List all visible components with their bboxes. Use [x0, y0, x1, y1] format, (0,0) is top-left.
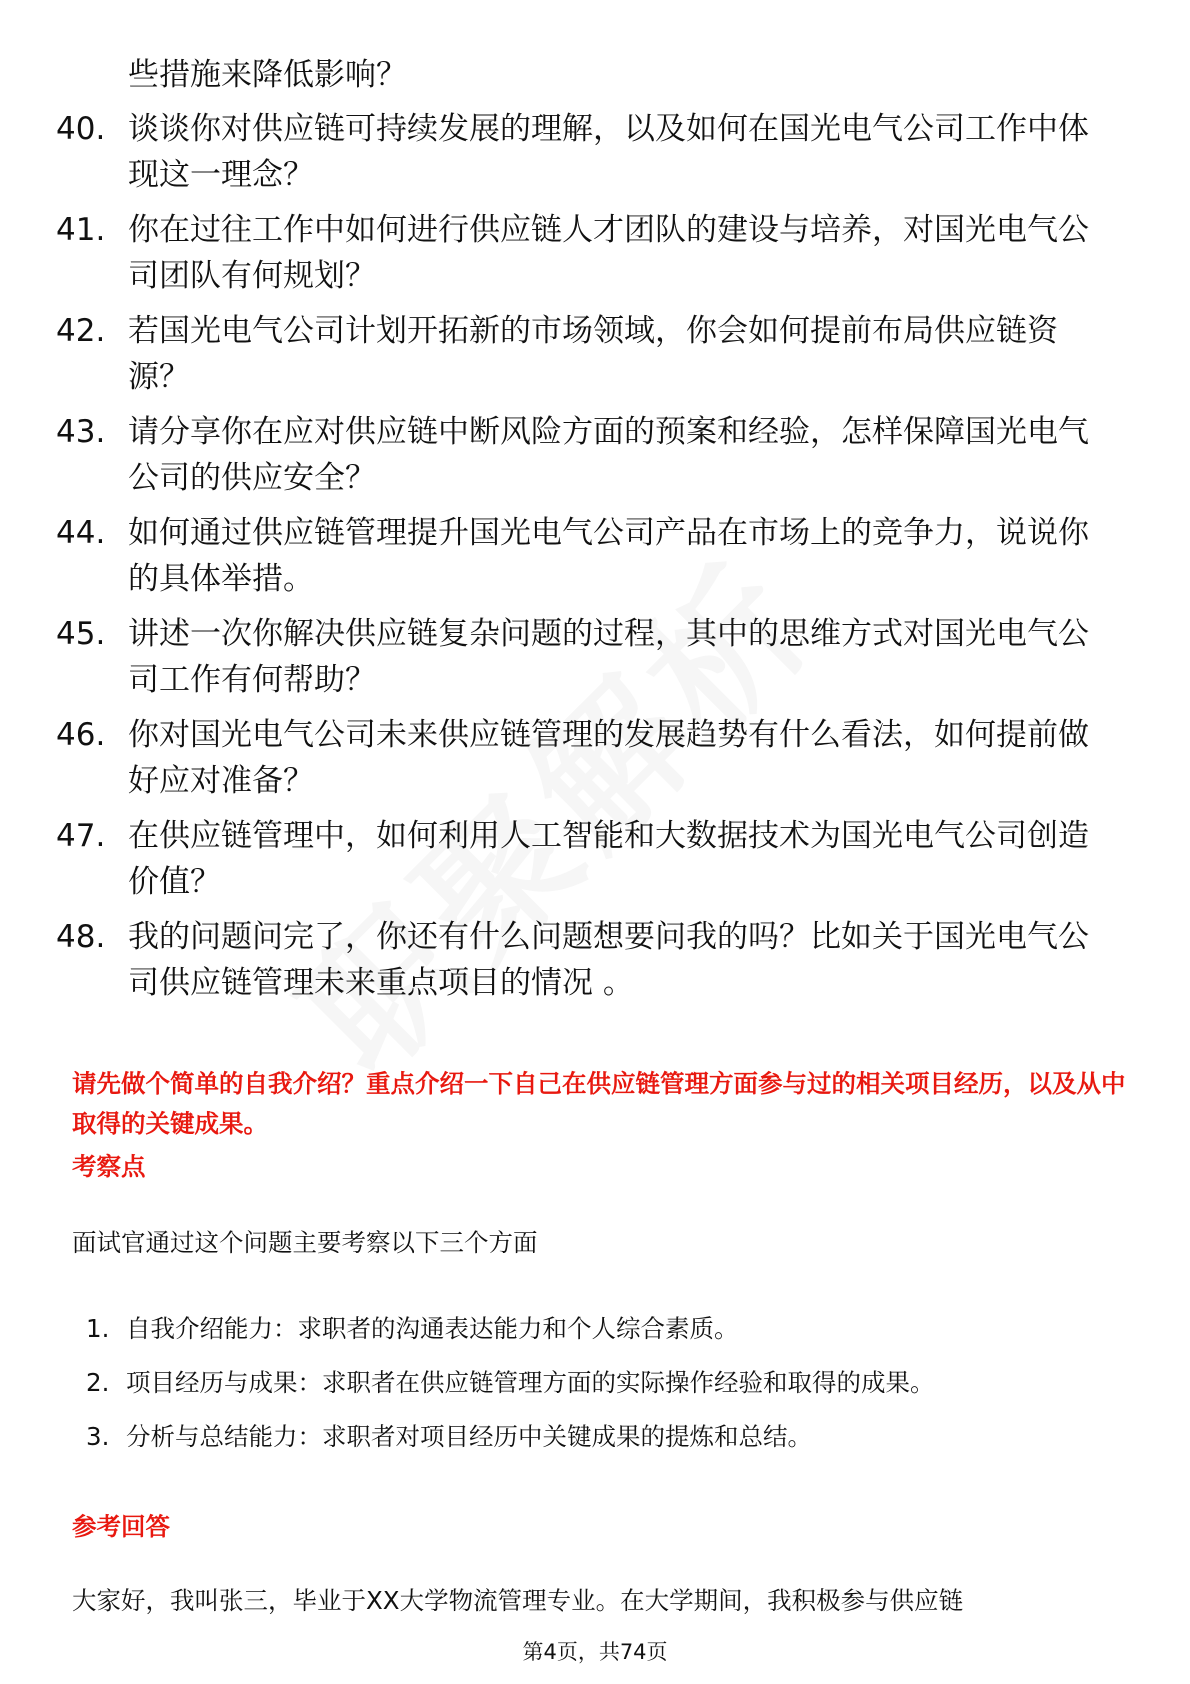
question-text: 我的问题问完了，你还有什么问题想要问我的吗？比如关于国光电气公司供应链管理未来重点项目的情况 。: [128, 919, 1089, 1001]
question-item-47: [0, 813, 1190, 913]
question-item-41: [0, 207, 1190, 307]
point-number: 1.: [86, 1314, 110, 1343]
page-number: 第4页，共74页: [522, 1640, 668, 1664]
question-number: 40.: [56, 111, 106, 147]
assessment-heading: 考察点: [72, 1152, 146, 1181]
question-number: 42.: [56, 313, 106, 349]
question-number: 45.: [56, 616, 106, 652]
question-continuation: 些措施来降低影响？: [128, 57, 407, 93]
question-text: 谈谈你对供应链可持续发展的理解，以及如何在国光电气公司工作中体现这一理念？: [128, 111, 1089, 193]
featured-question: 请先做个简单的自我介绍？重点介绍一下自己在供应链管理方面参与过的相关项目经历，以及从中取得的关键成果。: [72, 1069, 1126, 1138]
point-text: 自我介绍能力：求职者的沟通表达能力和个人综合素质。: [126, 1314, 739, 1343]
question-text: 你在过往工作中如何进行供应链人才团队的建设与培养，对国光电气公司团队有何规划？: [128, 212, 1089, 294]
question-item-40: [0, 106, 1190, 206]
question-item-48: [0, 914, 1190, 1014]
question-item-42: [0, 308, 1190, 408]
answer-heading: 参考回答: [72, 1512, 170, 1541]
question-number: 43.: [56, 414, 106, 450]
point-text: 项目经历与成果：求职者在供应链管理方面的实际操作经验和取得的成果。: [126, 1368, 935, 1397]
question-number: 46.: [56, 717, 106, 753]
point-number: 2.: [86, 1368, 110, 1397]
question-text: 讲述一次你解决供应链复杂问题的过程，其中的思维方式对国光电气公司工作有何帮助？: [128, 616, 1089, 698]
question-text: 若国光电气公司计划开拓新的市场领域，你会如何提前布局供应链资源？: [128, 313, 1058, 395]
question-number: 48.: [56, 919, 106, 955]
question-text: 如何通过供应链管理提升国光电气公司产品在市场上的竞争力，说说你的具体举措。: [128, 515, 1089, 597]
question-text: 你对国光电气公司未来供应链管理的发展趋势有什么看法，如何提前做好应对准备？: [128, 717, 1089, 799]
point-number: 3.: [86, 1422, 110, 1451]
question-text: 在供应链管理中，如何利用人工智能和大数据技术为国光电气公司创造价值？: [128, 818, 1089, 900]
question-item-43: [0, 409, 1190, 509]
question-item-44: [0, 510, 1190, 610]
question-text: 请分享你在应对供应链中断风险方面的预案和经验，怎样保障国光电气公司的供应安全？: [128, 414, 1089, 496]
point-text: 分析与总结能力：求职者对项目经历中关键成果的提炼和总结。: [126, 1422, 812, 1451]
question-number: 41.: [56, 212, 106, 248]
assessment-intro: 面试官通过这个问题主要考察以下三个方面: [72, 1228, 538, 1257]
question-item-45: [0, 611, 1190, 711]
question-item-46: [0, 712, 1190, 812]
question-list: [0, 106, 1190, 1015]
question-number: 44.: [56, 515, 106, 551]
answer-text: 大家好，我叫张三，毕业于XX大学物流管理专业。在大学期间，我积极参与供应链: [72, 1586, 964, 1615]
question-number: 47.: [56, 818, 106, 854]
